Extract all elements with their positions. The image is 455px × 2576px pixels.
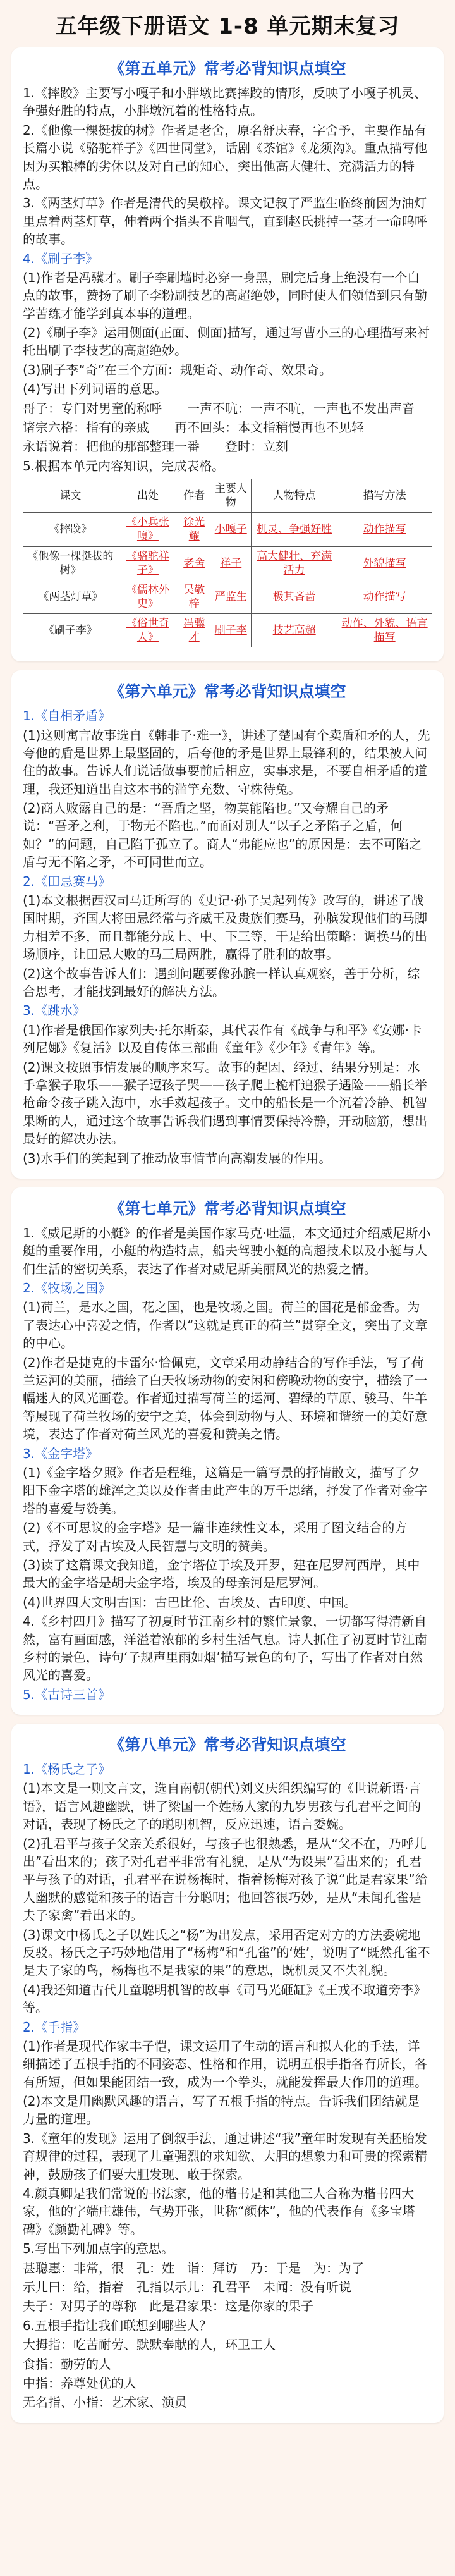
table-cell: 动作、外貌、语言描写 xyxy=(337,613,432,647)
review-item: 2.《手指》 xyxy=(23,2019,86,2035)
review-item: 5.根据本单元内容知识，完成表格。 xyxy=(23,458,225,474)
review-item: (1)作者是现代作家丰子恺，课文运用了生动的语言和拟人化的手法，详细描述了五根手指的不同姿态、性格和作用，说明五根手指各有所长，各有所短，但如果能团结一致，成为一个拳头，就能发挥最大作用的道理。 xyxy=(23,2038,427,2090)
review-item: (2)作者是捷克的卡雷尔·恰佩克，文章采用动静结合的写作手法，写了荷兰运河的美丽，描绘了白天牧场动物的安闲和傍晚动物的安宁，描绘了一幅迷人的风光画卷。作者通过描写荷兰的运河、碧绿的草原、骏马、牛羊等展现了荷兰牧场的安宁之美，体会到动物与人、环境和谐统一的美好意境，表达了作者对荷兰风光的喜爱和赞美之情。 xyxy=(23,1354,427,1442)
unit-section xyxy=(11,1724,444,2423)
review-item: (2)课文按照事情发展的顺序来写。故事的起因、经过、结果分别是：水手拿猴子取乐——猴子逗孩子哭——孩子爬上桅杆追猴子遇险——船长举枪命令孩子跳入海中，水手救起孩子。文中的船长是一个沉着冷静、机智果断的人，通过这个故事告诉我们遇到事情要保持冷静，开动脑筋，想出最好的解决办法。 xyxy=(23,1059,427,1147)
review-item: 中指：养尊处优的人 xyxy=(23,2375,136,2391)
table-header: 人物特点 xyxy=(252,479,337,513)
review-item: 6.五根手指让我们联想到哪些人？ xyxy=(23,2317,212,2333)
review-item: (1)本文是一则文言文，选自南朝(朝代)刘义庆组织编写的《世说新语·言语》，语言风趣幽默，讲了梁国一个姓杨人家的九岁男孩与孔君平之间的对话，表现了杨氏之子的聪明机智，反应迅速，语言委婉。 xyxy=(23,1781,422,1832)
section-heading: 《第五单元》常考必背知识点填空 xyxy=(109,59,346,78)
table-row xyxy=(23,513,432,546)
table-header: 课文 xyxy=(23,479,118,513)
table-cell: 吴敬梓 xyxy=(178,580,210,613)
review-item: 2.《牧场之国》 xyxy=(23,1280,111,1296)
table-cell: 《骆驼祥子》 xyxy=(118,546,178,580)
review-item: (1)《金字塔夕照》作者是程维，这篇是一篇写景的抒情散文，描写了夕阳下金字塔的雄浑之美以及作者由此产生的万千思绪，抒发了作者对金字塔的喜爱与赞美。 xyxy=(23,1464,427,1516)
unit-section xyxy=(11,670,444,1179)
section-heading: 《第六单元》常考必背知识点填空 xyxy=(109,682,346,701)
table-cell: 《摔跤》 xyxy=(23,513,118,546)
table-cell: 机灵、争强好胜 xyxy=(252,513,337,546)
table-cell: 祥子 xyxy=(210,546,252,580)
review-item: (2)《刷子李》运用侧面(正面、侧面)描写，通过写曹小三的心理描写来衬托出刷子李技艺的高超绝妙。 xyxy=(23,325,430,359)
table-header: 主要人物 xyxy=(210,479,252,513)
table-row xyxy=(23,580,432,613)
table-cell: 《刷子李》 xyxy=(23,613,118,647)
review-item: (3)读了这篇课文我知道，金字塔位于埃及开罗，建在尼罗河西岸，其中最大的金字塔是胡夫金字塔，埃及的母亲河是尼罗河。 xyxy=(23,1557,420,1591)
review-item: (3)刷子李“奇”在三个方面：规矩奇、动作奇、效果奇。 xyxy=(23,362,332,377)
section-heading: 《第八单元》常考必背知识点填空 xyxy=(109,1736,346,1755)
page-title: 五年级下册语文 1-8 单元期末复习 xyxy=(55,14,400,39)
table-header: 出处 xyxy=(118,479,178,513)
review-item: 诸宗六格：指有的亲戚 再不回头：本文指稍慢再也不见轻 xyxy=(23,420,364,436)
table-cell: 徐光耀 xyxy=(178,513,210,546)
table-cell: 冯骥才 xyxy=(178,613,210,647)
review-item: (2)《不可思议的金字塔》是一篇非连续性文本，采用了图文结合的方式，抒发了对古埃及人民智慧与文明的赞美。 xyxy=(23,1520,408,1554)
review-item: 1.《杨氏之子》 xyxy=(23,1762,111,1777)
review-item: (4)世界四大文明古国：古巴比伦、古埃及、古印度、中国。 xyxy=(23,1594,357,1610)
review-item: (2)商人败露自己的是：“吾盾之坚，物莫能陷也。”又夸耀自己的矛说：“吾矛之利，于物无不陷也。”而面对别人“以子之矛陷子之盾，何如？”的问题，自己陷于孤立了。商人“弗能应也”的原因是：去不可陷之盾与无不陷之矛，不可同世而立。 xyxy=(23,800,422,870)
review-item: 哥子：专门对男童的称呼 一声不吭：一声不吭，一声也不发出声音 xyxy=(23,400,415,416)
table-cell: 动作描写 xyxy=(337,580,432,613)
section-heading: 《第七单元》常考必背知识点填空 xyxy=(109,1199,346,1218)
review-item: 甚聪惠：非常，很 孔：姓 诣：拜访 乃：于是 为：为了 xyxy=(23,2260,364,2276)
review-item: 2.《田忌赛马》 xyxy=(23,873,111,889)
review-item: (2)本文是用幽默风趣的语言，写了五根手指的特点。告诉我们团结就是力量的道理。 xyxy=(23,2094,420,2127)
review-item: 4.《乡村四月》描写了初夏时节江南乡村的繁忙景象，一切都写得清新自然，富有画面感，洋溢着浓郁的乡村生活气息。诗人抓住了初夏时节江南乡村的景色，诗句‘子规声里雨如烟’描写景色的句子，写出了作者对自然风光的喜爱。 xyxy=(23,1614,427,1683)
table-cell: 《俗世奇人》 xyxy=(118,613,178,647)
table-cell: 外貌描写 xyxy=(337,546,432,580)
review-item: 食指：勤劳的人 xyxy=(23,2356,111,2372)
review-item: 4.《刷子李》 xyxy=(23,250,99,266)
table-cell: 老舍 xyxy=(178,546,210,580)
table-cell: 《两茎灯草》 xyxy=(23,580,118,613)
review-item: (3)水手们的笑起到了推动故事情节向高潮发展的作用。 xyxy=(23,1150,332,1166)
table-row xyxy=(23,613,432,647)
review-item: (3)课文中杨氏之子以姓氏之“杨”为出发点，采用否定对方的方法委婉地反驳。杨氏之子巧妙地借用了“杨梅”和“孔雀”的‘姓’，说明了“既然孔雀不是夫子家的鸟，杨梅也不是我家的果”的意思，既机灵又不失礼貌。 xyxy=(23,1927,430,1978)
table-cell: 《儒林外史》 xyxy=(118,580,178,613)
review-item: 3.《两茎灯草》作者是清代的吴敬梓。课文记叙了严监生临终前因为油灯里点着两茎灯草，伸着两个指头不肯咽气，直到赵氏挑掉一茎才一命呜呼的故事。 xyxy=(23,195,427,247)
table-cell: 高大健壮、充满活力 xyxy=(252,546,337,580)
review-item: 4.颜真卿是我们常说的书法家，他的楷书是和其他三人合称为楷书四大家，他的字端庄雄伟，气势开张，世称“颜体”，他的代表作有《多宝塔碑》《颜勤礼碑》等。 xyxy=(23,2186,415,2237)
table-cell: 刷子李 xyxy=(210,613,252,647)
table-header: 描写方法 xyxy=(337,479,432,513)
review-item: (1)作者是冯骥才。刷子李刷墙时必穿一身黑，刷完后身上绝没有一个白点的故事，赞扬了刷子李粉刷技艺的高超绝妙，同时使人们领悟到只有勤学苦练才能学到真本事的道理。 xyxy=(23,269,427,321)
table-cell: 《他像一棵挺拔的树》 xyxy=(23,546,118,580)
review-item: 夫子：对男子的尊称 此是君家果：这是你家的果子 xyxy=(23,2298,313,2314)
review-item: 5.《古诗三首》 xyxy=(23,1686,111,1702)
table-header-row xyxy=(23,479,432,513)
review-item: (1)作者是俄国作家列夫·托尔斯泰，其代表作有《战争与和平》《安娜·卡列尼娜》《复活》以及自传体三部曲《童年》《少年》《青年》等。 xyxy=(23,1022,422,1056)
review-item: (4)我还知道古代儿童聪明机智的故事《司马光砸缸》《王戎不取道旁李》等。 xyxy=(23,1982,427,2016)
review-item: 1.《自相矛盾》 xyxy=(23,708,111,724)
review-item: 2.《他像一棵挺拔的树》作者是老舍，原名舒庆春，字舍予，主要作品有长篇小说《骆驼祥子》《四世同堂》，话剧《茶馆》《龙须沟》。重点描写他因为买粮棒的劣休以及对自己的知心，突出他高大健壮、充满活力的特点。 xyxy=(23,122,427,192)
table-cell: 动作描写 xyxy=(337,513,432,546)
review-item: 3.《跳水》 xyxy=(23,1003,86,1019)
table-cell: 严监生 xyxy=(210,580,252,613)
review-item: (1)这则寓言故事选自《韩非子·难一》，讲述了楚国有个卖盾和矛的人，先夸他的盾是世界上最坚固的，后夸他的矛是世界上最锋利的，结果被人问住的故事。告诉人们说话做事要前后相应，实事求是，不要自相矛盾的道理，我还知道出自这本书的滥竽充数、守株待兔。 xyxy=(23,727,430,797)
review-item: 无名指、小指：艺术家、演员 xyxy=(23,2395,187,2410)
review-item: (2)孔君平与孩子父亲关系很好，与孩子也很熟悉，是从“父不在，乃呼儿出”看出来的；孩子对孔君平非常有礼貌，是从“为设果”看出来的；孔君平与孩子的对话，孔君平在说杨梅时，指着杨梅对孩子说“此是君家果”给人幽默的感觉和孩子的语言十分聪明；他回答很巧妙，是从“未闻孔雀是夫子家禽”看出来的。 xyxy=(23,1836,428,1923)
review-item: (1)本文根据西汉司马迁所写的《史记·孙子吴起列传》改写的，讲述了战国时期，齐国大将田忌经常与齐威王及贵族们赛马，孙膑发现他们的马脚力相差不多，而且都能分成上、中、下三等，于是给出策略：调换马的出场顺序，让田忌大败的马三局两胜，赢得了胜利的故事。 xyxy=(23,893,427,962)
unit-section xyxy=(11,47,444,661)
table-cell: 小嘎子 xyxy=(210,513,252,546)
review-item: 1.《威尼斯的小艇》的作者是美国作家马克·吐温，本文通过介绍威尼斯小艇的重要作用，小艇的构造特点，船夫驾驶小艇的高超技术以及小艇与人们生活的密切关系，表达了作者对威尼斯美丽风光的热爱之情。 xyxy=(23,1225,431,1277)
review-item: 3.《童年的发现》运用了倒叙手法，通过讲述“我”童年时发现有关胚胎发育规律的过程，表现了儿童强烈的求知欲、大胆的想象力和可贵的探索精神，鼓励孩子们要大胆发现、敢于探索。 xyxy=(23,2130,427,2182)
review-item: 5.写出下列加点字的意思。 xyxy=(23,2241,174,2257)
table-cell: 《小兵张嘎》 xyxy=(118,513,178,546)
review-item: (4)写出下列词语的意思。 xyxy=(23,381,167,397)
unit-section xyxy=(11,1187,444,1715)
review-item: 大拇指：吃苦耐劳、默默奉献的人，环卫工人 xyxy=(23,2337,276,2353)
table-cell: 极其吝啬 xyxy=(252,580,337,613)
table-row xyxy=(23,546,432,580)
review-item: (2)这个故事告诉人们：遇到问题要像孙膑一样认真观察，善于分析，综合思考，才能找到最好的解决方法。 xyxy=(23,966,420,999)
review-item: 示儿曰：给，指着 孔指以示儿：孔君平 未闻：没有听说 xyxy=(23,2279,351,2295)
review-item: (1)荷兰，是水之国，花之国，也是牧场之国。荷兰的国花是郁金香。为了表达心中喜爱之情，作者以“这就是真正的荷兰”贯穿全文，突出了文章的中心。 xyxy=(23,1299,428,1351)
review-item: 1.《摔跤》主要写小嘎子和小胖墩比赛摔跤的情形，反映了小嘎子机灵、争强好胜的特点，小胖墩沉着的性格特点。 xyxy=(23,85,427,119)
summary-table xyxy=(23,479,432,647)
table-header: 作者 xyxy=(178,479,210,513)
review-item: 永语说着：把他的那部整理一番 登时：立刻 xyxy=(23,439,288,455)
review-item: 3.《金字塔》 xyxy=(23,1445,99,1461)
table-cell: 技艺高超 xyxy=(252,613,337,647)
